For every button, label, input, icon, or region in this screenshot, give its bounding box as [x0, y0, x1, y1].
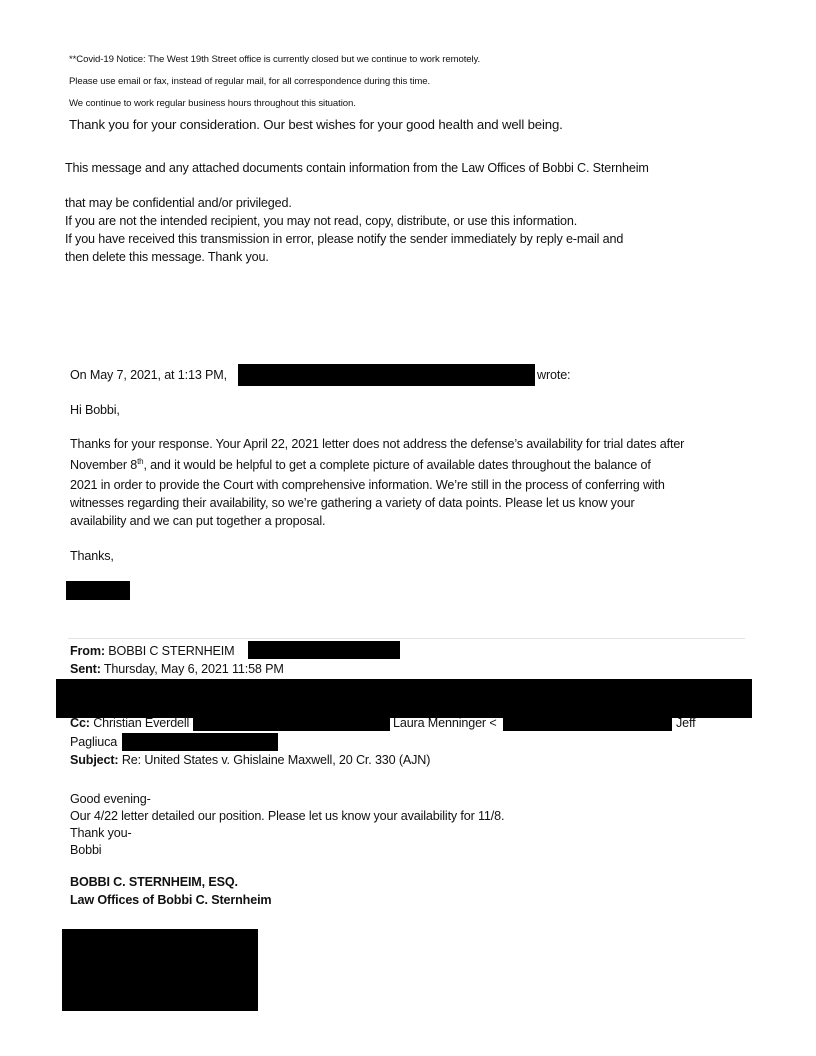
body-line: Thanks for your response. Your April 22, 2021 letter does not address the defense’s availability for trial dates after	[70, 437, 685, 451]
disclaimer-line: This message and any attached documents contain information from the Law Offices of Bobbi C. Sternheim	[65, 161, 649, 175]
from-line	[70, 643, 235, 659]
covid-notice-line: **Covid-19 Notice: The West 19th Street office is currently closed but we continue to work remotely.	[69, 54, 481, 65]
sent-line	[70, 661, 284, 677]
body-line: Thank you-	[70, 826, 132, 840]
disclaimer-line: that may be confidential and/or privileged.	[65, 196, 292, 210]
redaction	[66, 581, 130, 600]
disclaimer-line: If you are not the intended recipient, you may not read, copy, distribute, or use this information.	[65, 214, 578, 228]
body-line: availability and we can put together a proposal.	[70, 514, 326, 528]
greeting: Hi Bobbi,	[70, 403, 120, 417]
subject-line	[70, 752, 430, 768]
sent-label: Sent:	[70, 662, 101, 676]
disclaimer-line: then delete this message. Thank you.	[65, 250, 269, 264]
cc-value: Laura Menninger <	[393, 716, 497, 730]
covid-notice-line: We continue to work regular business hours throughout this situation.	[69, 98, 356, 109]
sent-value: Thursday, May 6, 2021 11:58 PM	[103, 662, 284, 676]
body-text: November 8	[70, 458, 138, 472]
redaction	[62, 929, 258, 1011]
cc-value: Jeff	[676, 716, 696, 730]
cc-value: Pagliuca	[70, 735, 118, 749]
body-line: Bobbi	[70, 843, 102, 857]
body-line: Good evening-	[70, 792, 151, 806]
body-line: Our 4/22 letter detailed our position. Please let us know your availability for 11/8.	[70, 809, 505, 823]
covid-notice-line: Please use email or fax, instead of regular mail, for all correspondence during this time.	[69, 76, 431, 87]
cc-value: Christian Everdell	[93, 716, 190, 730]
thanks-note: Thank you for your consideration. Our best wishes for your good health and well being.	[69, 117, 563, 132]
reply-intro: On May 7, 2021, at 1:13 PM,	[70, 368, 227, 382]
redaction	[238, 364, 535, 386]
body-line: 2021 in order to provide the Court with comprehensive information. We’re still in the process of conferring with	[70, 478, 665, 492]
redaction	[248, 641, 400, 659]
cc-label: Cc:	[70, 716, 90, 730]
cc-line	[70, 715, 189, 731]
superscript: th	[137, 456, 144, 466]
body-line: witnesses regarding their availability, so we’re gathering a variety of data points. Please let us know your	[70, 496, 635, 510]
divider	[68, 638, 745, 639]
reply-intro-suffix: wrote:	[537, 368, 571, 382]
disclaimer-line: If you have received this transmission in error, please notify the sender immediately by reply e-mail and	[65, 232, 624, 246]
signature-name: BOBBI C. STERNHEIM, ESQ.	[70, 875, 238, 889]
from-value: BOBBI C STERNHEIM	[108, 644, 235, 658]
from-label: From:	[70, 644, 105, 658]
signoff: Thanks,	[70, 549, 114, 563]
redaction	[193, 713, 390, 731]
body-line	[70, 457, 651, 473]
signature-firm: Law Offices of Bobbi C. Sternheim	[70, 893, 272, 907]
redaction	[122, 733, 278, 751]
subject-value: Re: United States v. Ghislaine Maxwell, 20 Cr. 330 (AJN)	[121, 753, 431, 767]
body-text: , and it would be helpful to get a complete picture of available dates throughout the balance of	[143, 458, 651, 472]
subject-label: Subject:	[70, 753, 119, 767]
redaction	[503, 713, 672, 731]
